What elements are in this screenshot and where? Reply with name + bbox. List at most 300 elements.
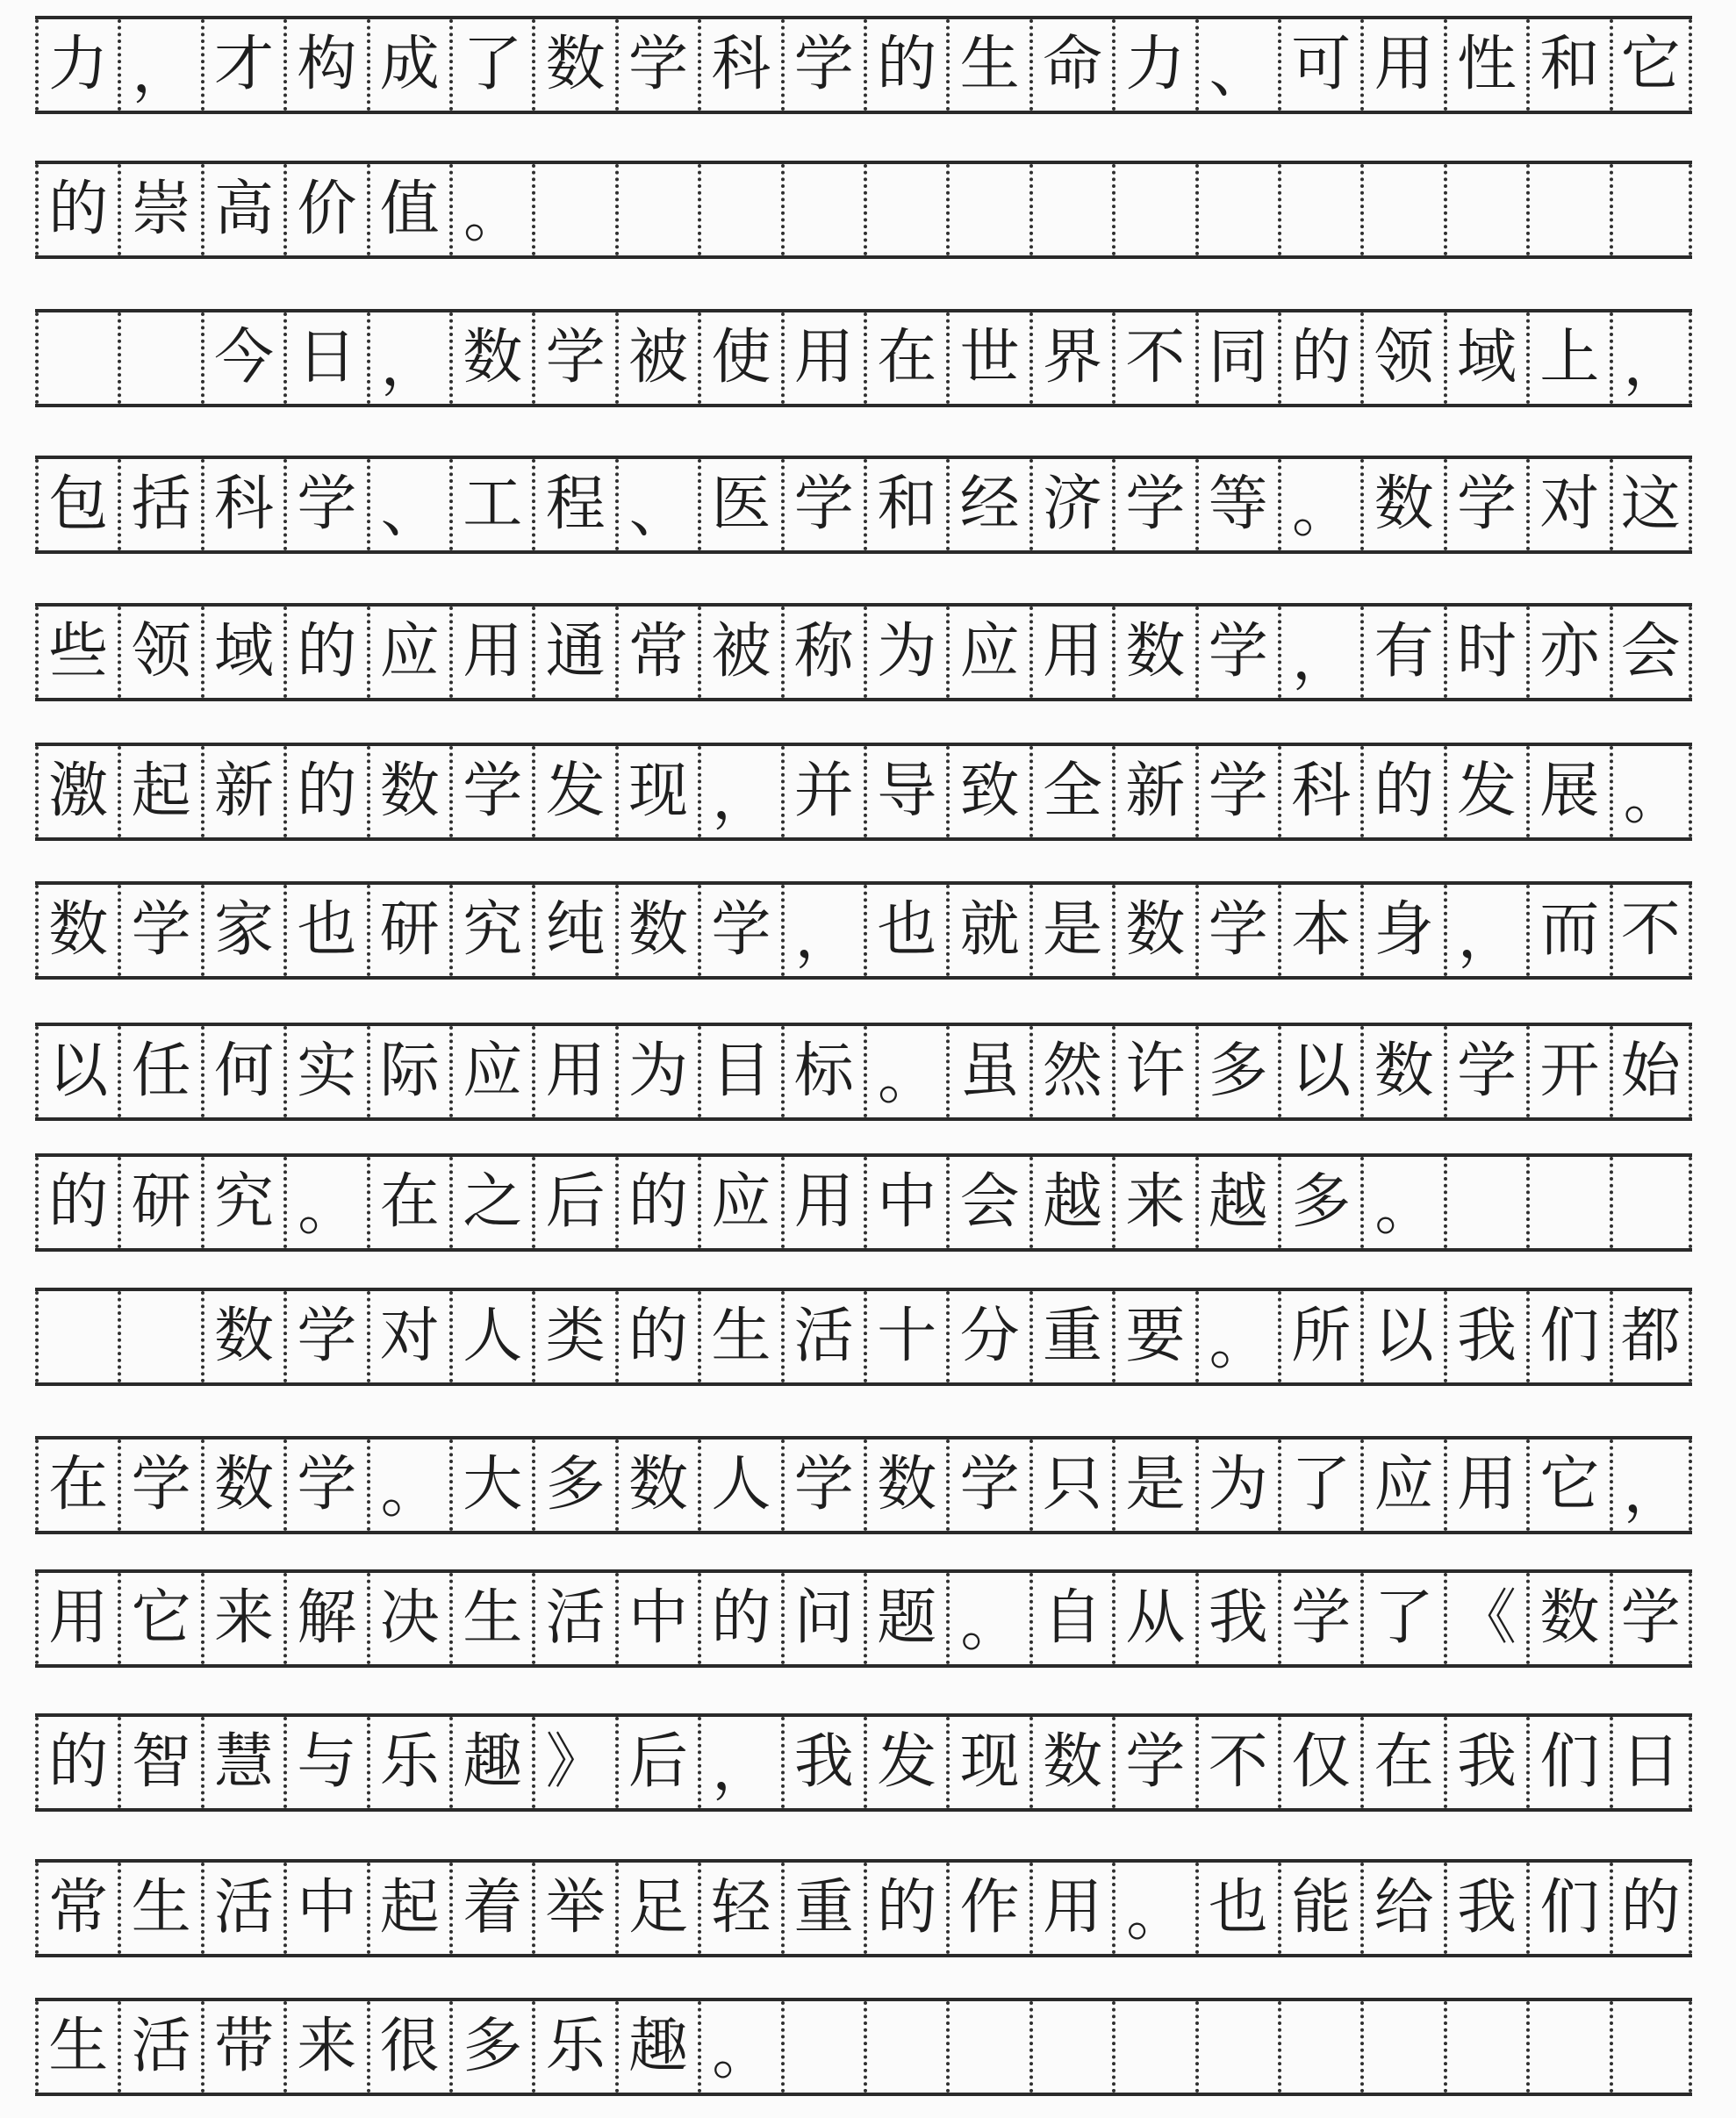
grid-cell: 学 — [1195, 746, 1278, 837]
grid-cell: 等 — [1195, 459, 1278, 550]
grid-cell: 本 — [1278, 885, 1360, 976]
grid-row — [35, 1023, 1692, 1121]
grid-cell: 和 — [864, 459, 946, 550]
grid-cell — [864, 2001, 946, 2093]
grid-cell: 学 — [781, 1440, 864, 1531]
grid-cell: 所 — [1278, 1291, 1360, 1382]
grid-cell: 崇 — [118, 164, 200, 255]
grid-cell — [1444, 164, 1526, 255]
grid-cell: 活 — [118, 2001, 200, 2093]
grid-cell: 性 — [1444, 19, 1526, 111]
grid-cell: 。 — [698, 2001, 780, 2093]
grid-cell — [1360, 2001, 1443, 2093]
grid-cell: 亦 — [1526, 607, 1609, 698]
grid-cell — [1444, 2001, 1526, 2093]
grid-cell: 中 — [283, 1863, 366, 1954]
grid-cell: 来 — [283, 2001, 366, 2093]
grid-cell: 。 — [1112, 1863, 1194, 1954]
grid-cell — [1526, 164, 1609, 255]
grid-cell: 同 — [1195, 312, 1278, 404]
grid-cell: 身 — [1360, 885, 1443, 976]
grid-cell: 对 — [1526, 459, 1609, 550]
grid-cell: 活 — [781, 1291, 864, 1382]
grid-cell: 包 — [35, 459, 118, 550]
grid-cell: 可 — [1278, 19, 1360, 111]
grid-cell: 命 — [1029, 19, 1112, 111]
grid-cell: 以 — [1360, 1291, 1443, 1382]
grid-cell: 展 — [1526, 746, 1609, 837]
grid-cell: 用 — [781, 1157, 864, 1248]
grid-cell: 仅 — [1278, 1717, 1360, 1808]
grid-row — [35, 1998, 1692, 2096]
grid-cell: 学 — [1610, 1573, 1692, 1664]
grid-cell: 学 — [1195, 607, 1278, 698]
grid-cell: 也 — [1195, 1863, 1278, 1954]
grid-cell: 发 — [864, 1717, 946, 1808]
grid-cell: 大 — [449, 1440, 532, 1531]
grid-cell: 生 — [946, 19, 1029, 111]
grid-cell: 中 — [615, 1573, 698, 1664]
grid-cell: 应 — [1360, 1440, 1443, 1531]
grid-cell: 常 — [615, 607, 698, 698]
grid-cell: 数 — [1112, 607, 1194, 698]
grid-cell: 学 — [1444, 1026, 1526, 1117]
grid-cell: 数 — [1029, 1717, 1112, 1808]
grid-cell: 的 — [864, 1863, 946, 1954]
grid-cell: 。 — [449, 164, 532, 255]
grid-cell: 多 — [532, 1440, 614, 1531]
grid-cell: ， — [367, 312, 449, 404]
grid-cell: 始 — [1610, 1026, 1692, 1117]
grid-cell: 数 — [864, 1440, 946, 1531]
grid-row — [35, 1288, 1692, 1386]
grid-cell: 的 — [283, 746, 366, 837]
grid-cell: 分 — [946, 1291, 1029, 1382]
grid-cell — [864, 164, 946, 255]
grid-cell: 然 — [1029, 1026, 1112, 1117]
grid-cell: 究 — [201, 1157, 283, 1248]
grid-cell — [781, 2001, 864, 2093]
grid-cell: 用 — [781, 312, 864, 404]
grid-row — [35, 456, 1692, 554]
grid-cell: ， — [1610, 1440, 1692, 1531]
grid-cell: 的 — [35, 1157, 118, 1248]
grid-cell: 数 — [201, 1440, 283, 1531]
grid-cell: 数 — [1526, 1573, 1609, 1664]
grid-cell: 被 — [698, 607, 780, 698]
grid-cell: 的 — [1360, 746, 1443, 837]
grid-cell: 与 — [283, 1717, 366, 1808]
grid-cell: 新 — [1112, 746, 1194, 837]
grid-cell — [35, 312, 118, 404]
grid-row — [35, 743, 1692, 841]
grid-cell: 乐 — [367, 1717, 449, 1808]
grid-cell: 研 — [367, 885, 449, 976]
grid-cell: 了 — [449, 19, 532, 111]
grid-cell: 重 — [781, 1863, 864, 1954]
grid-cell: 构 — [283, 19, 366, 111]
grid-cell: 我 — [1444, 1291, 1526, 1382]
grid-cell — [1526, 1157, 1609, 1248]
grid-cell: 、 — [1195, 19, 1278, 111]
grid-cell: 多 — [1278, 1157, 1360, 1248]
grid-cell — [1360, 164, 1443, 255]
grid-cell: 的 — [615, 1157, 698, 1248]
grid-cell: 越 — [1195, 1157, 1278, 1248]
grid-cell: 类 — [532, 1291, 614, 1382]
grid-cell: 任 — [118, 1026, 200, 1117]
grid-cell: 。 — [1278, 459, 1360, 550]
grid-cell: 以 — [35, 1026, 118, 1117]
grid-cell: 来 — [201, 1573, 283, 1664]
grid-cell: 都 — [1610, 1291, 1692, 1382]
grid-cell: ， — [698, 1717, 780, 1808]
grid-cell: 和 — [1526, 19, 1609, 111]
grid-cell — [1112, 164, 1194, 255]
grid-cell: 领 — [1360, 312, 1443, 404]
grid-cell: 生 — [118, 1863, 200, 1954]
grid-cell: 、 — [367, 459, 449, 550]
grid-cell: 的 — [1278, 312, 1360, 404]
grid-cell: 何 — [201, 1026, 283, 1117]
grid-cell — [1610, 2001, 1692, 2093]
grid-row — [35, 1153, 1692, 1252]
grid-cell: 数 — [449, 312, 532, 404]
grid-cell: 在 — [864, 312, 946, 404]
grid-cell: 些 — [35, 607, 118, 698]
grid-cell: 数 — [367, 746, 449, 837]
grid-cell: 数 — [201, 1291, 283, 1382]
grid-cell: 有 — [1360, 607, 1443, 698]
grid-cell: 不 — [1195, 1717, 1278, 1808]
grid-cell: 越 — [1029, 1157, 1112, 1248]
grid-cell: 用 — [35, 1573, 118, 1664]
grid-cell: 我 — [1444, 1717, 1526, 1808]
grid-cell: 。 — [864, 1026, 946, 1117]
grid-cell: 数 — [532, 19, 614, 111]
grid-cell: ， — [1444, 885, 1526, 976]
grid-cell: 并 — [781, 746, 864, 837]
grid-cell: 、 — [615, 459, 698, 550]
grid-row — [35, 1436, 1692, 1534]
grid-cell: 价 — [283, 164, 366, 255]
grid-cell: 纯 — [532, 885, 614, 976]
grid-cell: 科 — [201, 459, 283, 550]
grid-cell: 高 — [201, 164, 283, 255]
grid-cell: 题 — [864, 1573, 946, 1664]
grid-cell: 它 — [1526, 1440, 1609, 1531]
grid-cell: 足 — [615, 1863, 698, 1954]
grid-cell: 学 — [698, 885, 780, 976]
grid-cell: 生 — [698, 1291, 780, 1382]
grid-cell: 。 — [946, 1573, 1029, 1664]
grid-cell: 作 — [946, 1863, 1029, 1954]
grid-cell: 不 — [1610, 885, 1692, 976]
grid-cell: 解 — [283, 1573, 366, 1664]
grid-cell: 的 — [283, 607, 366, 698]
grid-cell: 用 — [1360, 19, 1443, 111]
grid-cell: 称 — [781, 607, 864, 698]
grid-cell — [1526, 2001, 1609, 2093]
grid-cell: ， — [1278, 607, 1360, 698]
grid-cell: 学 — [781, 19, 864, 111]
grid-cell: 学 — [283, 1440, 366, 1531]
grid-cell: 研 — [118, 1157, 200, 1248]
grid-cell: 《 — [1444, 1573, 1526, 1664]
grid-cell: 中 — [864, 1157, 946, 1248]
grid-cell: 活 — [532, 1573, 614, 1664]
grid-cell: 数 — [1360, 459, 1443, 550]
grid-cell — [118, 312, 200, 404]
grid-cell: 的 — [35, 1717, 118, 1808]
grid-cell: 数 — [615, 1440, 698, 1531]
grid-row — [35, 309, 1692, 407]
grid-cell: 现 — [615, 746, 698, 837]
grid-cell: 括 — [118, 459, 200, 550]
grid-cell: 数 — [1360, 1026, 1443, 1117]
grid-cell: 们 — [1526, 1291, 1609, 1382]
grid-cell: 用 — [532, 1026, 614, 1117]
grid-cell: 我 — [1444, 1863, 1526, 1954]
grid-cell: 的 — [35, 164, 118, 255]
grid-cell: 自 — [1029, 1573, 1112, 1664]
grid-cell — [615, 164, 698, 255]
grid-cell: 导 — [864, 746, 946, 837]
grid-cell: 学 — [1112, 1717, 1194, 1808]
grid-cell: 对 — [367, 1291, 449, 1382]
grid-cell: ， — [698, 746, 780, 837]
grid-cell: 趣 — [449, 1717, 532, 1808]
grid-cell: 被 — [615, 312, 698, 404]
grid-cell: 上 — [1526, 312, 1609, 404]
grid-cell: 应 — [449, 1026, 532, 1117]
grid-cell: 是 — [1112, 1440, 1194, 1531]
grid-cell: 学 — [1112, 459, 1194, 550]
grid-cell: 也 — [283, 885, 366, 976]
grid-cell: ， — [1610, 312, 1692, 404]
grid-cell: 济 — [1029, 459, 1112, 550]
grid-cell: 科 — [698, 19, 780, 111]
grid-cell: 界 — [1029, 312, 1112, 404]
grid-cell: 生 — [449, 1573, 532, 1664]
grid-cell: 世 — [946, 312, 1029, 404]
grid-cell — [1195, 164, 1278, 255]
grid-cell: 。 — [1195, 1291, 1278, 1382]
grid-cell — [698, 164, 780, 255]
grid-cell: 使 — [698, 312, 780, 404]
grid-cell: 后 — [532, 1157, 614, 1248]
grid-cell: 起 — [118, 746, 200, 837]
grid-cell: 能 — [1278, 1863, 1360, 1954]
grid-cell: 致 — [946, 746, 1029, 837]
grid-cell: 这 — [1610, 459, 1692, 550]
grid-cell: 在 — [367, 1157, 449, 1248]
grid-cell: 举 — [532, 1863, 614, 1954]
grid-cell — [1029, 164, 1112, 255]
grid-cell: 领 — [118, 607, 200, 698]
grid-cell: 的 — [864, 19, 946, 111]
grid-cell: 慧 — [201, 1717, 283, 1808]
grid-cell: 域 — [201, 607, 283, 698]
grid-cell: 的 — [615, 1291, 698, 1382]
grid-cell: 为 — [1195, 1440, 1278, 1531]
grid-cell — [35, 1291, 118, 1382]
grid-cell: 是 — [1029, 885, 1112, 976]
grid-cell: 为 — [615, 1026, 698, 1117]
grid-cell — [1278, 2001, 1360, 2093]
grid-cell: 时 — [1444, 607, 1526, 698]
grid-cell: 应 — [946, 607, 1029, 698]
grid-cell — [1278, 164, 1360, 255]
grid-cell: 学 — [781, 459, 864, 550]
grid-row — [35, 16, 1692, 114]
grid-cell: 应 — [698, 1157, 780, 1248]
grid-cell: 智 — [118, 1717, 200, 1808]
grid-cell: 的 — [698, 1573, 780, 1664]
grid-cell — [1112, 2001, 1194, 2093]
grid-cell: 医 — [698, 459, 780, 550]
grid-cell: 们 — [1526, 1717, 1609, 1808]
grid-cell: 。 — [283, 1157, 366, 1248]
grid-cell: 用 — [1029, 1863, 1112, 1954]
grid-cell: 》 — [532, 1717, 614, 1808]
grid-cell: 活 — [201, 1863, 283, 1954]
grid-cell: 人 — [449, 1291, 532, 1382]
grid-row — [35, 603, 1692, 701]
grid-cell: 常 — [35, 1863, 118, 1954]
grid-cell: 多 — [1195, 1026, 1278, 1117]
grid-cell: 经 — [946, 459, 1029, 550]
grid-cell: 际 — [367, 1026, 449, 1117]
grid-cell — [781, 164, 864, 255]
grid-cell: 科 — [1278, 746, 1360, 837]
grid-cell: 实 — [283, 1026, 366, 1117]
grid-cell: 激 — [35, 746, 118, 837]
grid-cell: 在 — [35, 1440, 118, 1531]
grid-cell: 发 — [532, 746, 614, 837]
grid-cell: 了 — [1360, 1573, 1443, 1664]
grid-cell: 发 — [1444, 746, 1526, 837]
grid-cell: 用 — [449, 607, 532, 698]
grid-cell — [1195, 2001, 1278, 2093]
grid-cell — [946, 164, 1029, 255]
grid-cell: 十 — [864, 1291, 946, 1382]
grid-cell: 开 — [1526, 1026, 1609, 1117]
grid-cell: 会 — [1610, 607, 1692, 698]
grid-cell: 要 — [1112, 1291, 1194, 1382]
grid-cell: 从 — [1112, 1573, 1194, 1664]
grid-cell: 虽 — [946, 1026, 1029, 1117]
grid-cell: 。 — [1360, 1157, 1443, 1248]
grid-cell: 学 — [283, 459, 366, 550]
grid-cell: 。 — [367, 1440, 449, 1531]
grid-cell: 用 — [1029, 607, 1112, 698]
grid-row — [35, 161, 1692, 259]
grid-cell: 成 — [367, 19, 449, 111]
grid-cell: 学 — [449, 746, 532, 837]
grid-cell: 家 — [201, 885, 283, 976]
grid-row — [35, 1713, 1692, 1812]
grid-cell: 趣 — [615, 2001, 698, 2093]
grid-cell: 今 — [201, 312, 283, 404]
grid-cell: 用 — [1444, 1440, 1526, 1531]
grid-cell: 数 — [615, 885, 698, 976]
grid-cell: 工 — [449, 459, 532, 550]
grid-cell: 就 — [946, 885, 1029, 976]
grid-cell: 学 — [118, 1440, 200, 1531]
grid-cell: 着 — [449, 1863, 532, 1954]
grid-cell: 决 — [367, 1573, 449, 1664]
grid-cell: 许 — [1112, 1026, 1194, 1117]
grid-cell: 在 — [1360, 1717, 1443, 1808]
grid-cell: 了 — [1278, 1440, 1360, 1531]
grid-cell: 域 — [1444, 312, 1526, 404]
grid-cell: 重 — [1029, 1291, 1112, 1382]
grid-cell: 乐 — [532, 2001, 614, 2093]
grid-cell — [118, 1291, 200, 1382]
grid-cell: 之 — [449, 1157, 532, 1248]
grid-cell: 问 — [781, 1573, 864, 1664]
grid-cell: 数 — [35, 885, 118, 976]
grid-cell — [1444, 1157, 1526, 1248]
grid-cell — [1610, 164, 1692, 255]
grid-cell: 以 — [1278, 1026, 1360, 1117]
grid-cell: ， — [118, 19, 200, 111]
grid-cell: 值 — [367, 164, 449, 255]
grid-cell: 多 — [449, 2001, 532, 2093]
grid-cell: 它 — [118, 1573, 200, 1664]
grid-cell: 我 — [1195, 1573, 1278, 1664]
grid-cell: 现 — [946, 1717, 1029, 1808]
grid-cell: 学 — [118, 885, 200, 976]
grid-cell: 起 — [367, 1863, 449, 1954]
grid-cell: 不 — [1112, 312, 1194, 404]
grid-row — [35, 1859, 1692, 1957]
grid-cell: 来 — [1112, 1157, 1194, 1248]
grid-cell: 究 — [449, 885, 532, 976]
grid-cell: 程 — [532, 459, 614, 550]
grid-cell: 后 — [615, 1717, 698, 1808]
grid-cell: 人 — [698, 1440, 780, 1531]
grid-cell: 学 — [1444, 459, 1526, 550]
grid-cell: 才 — [201, 19, 283, 111]
grid-cell: 会 — [946, 1157, 1029, 1248]
grid-cell — [532, 164, 614, 255]
grid-cell: 力 — [1112, 19, 1194, 111]
grid-cell: 日 — [1610, 1717, 1692, 1808]
grid-cell: 学 — [1195, 885, 1278, 976]
grid-cell: 它 — [1610, 19, 1692, 111]
grid-cell: 也 — [864, 885, 946, 976]
grid-cell: 日 — [283, 312, 366, 404]
grid-cell: 目 — [698, 1026, 780, 1117]
grid-cell: 标 — [781, 1026, 864, 1117]
grid-cell: 我 — [781, 1717, 864, 1808]
grid-cell: 生 — [35, 2001, 118, 2093]
grid-cell — [1610, 1157, 1692, 1248]
grid-cell: 给 — [1360, 1863, 1443, 1954]
grid-cell: 学 — [1278, 1573, 1360, 1664]
grid-cell: 学 — [946, 1440, 1029, 1531]
grid-cell: 学 — [615, 19, 698, 111]
grid-cell: 的 — [1610, 1863, 1692, 1954]
grid-row — [35, 1569, 1692, 1668]
grid-cell: 轻 — [698, 1863, 780, 1954]
grid-cell: 。 — [1610, 746, 1692, 837]
grid-cell — [1029, 2001, 1112, 2093]
grid-cell: 而 — [1526, 885, 1609, 976]
grid-cell: 通 — [532, 607, 614, 698]
